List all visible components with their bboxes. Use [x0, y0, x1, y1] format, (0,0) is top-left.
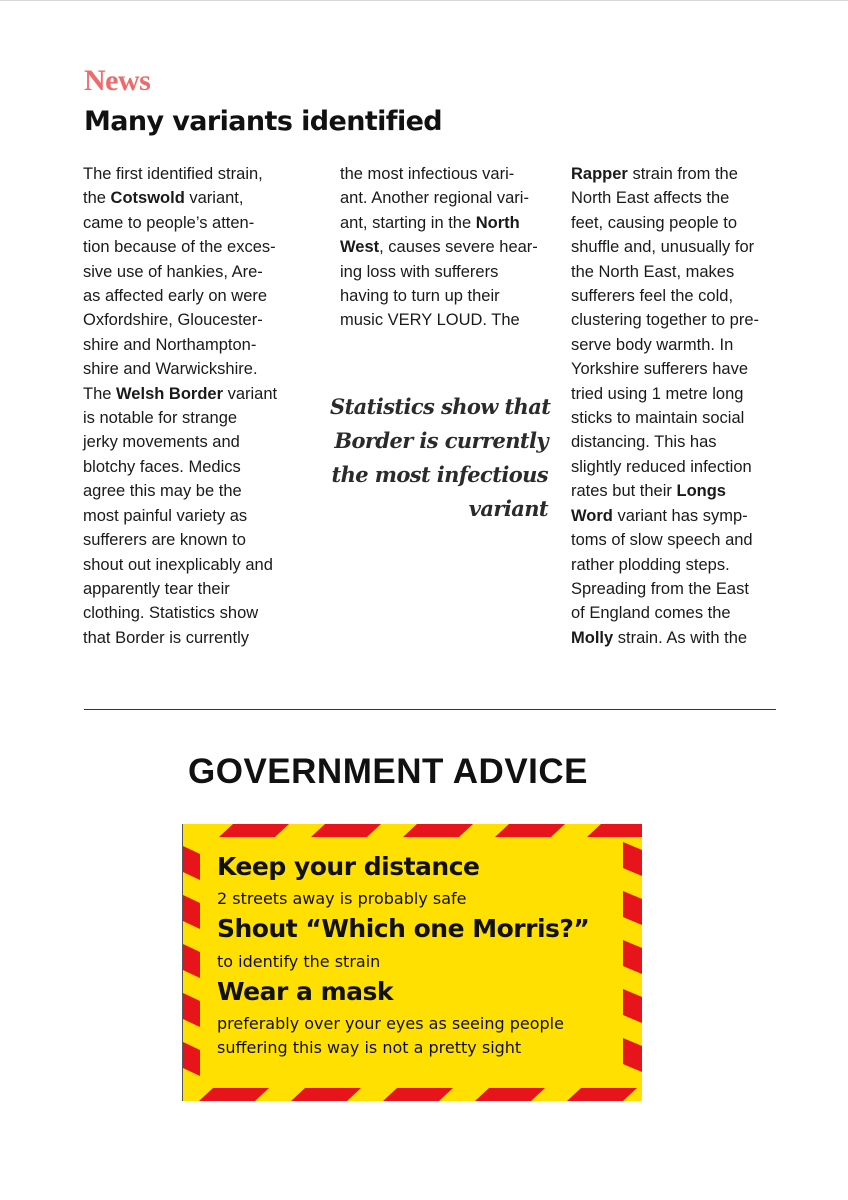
- advice-heading: Keep your distance: [217, 852, 480, 881]
- article-line: distancing. This has: [571, 433, 717, 452]
- variant-name: North: [475, 213, 520, 232]
- article-headline: Many variants identified: [84, 106, 443, 137]
- article-line: is notable for strange: [83, 409, 238, 428]
- article-line: music VERY LOUD. The: [340, 311, 520, 330]
- article-line: rather plodding steps.: [571, 555, 730, 574]
- article-line: toms of slow speech and: [571, 531, 753, 550]
- variant-name: Welsh Border: [116, 384, 223, 403]
- article-line: sticks to maintain social: [571, 409, 745, 428]
- article-line: tried using 1 metre long: [571, 384, 744, 403]
- variant-name: Word: [571, 506, 613, 525]
- advice-heading: Wear a mask: [217, 977, 394, 1006]
- article-line: ant, starting in the North: [340, 213, 520, 232]
- article-line: Molly strain. As with the: [571, 628, 748, 647]
- article-line: feet, causing people to: [571, 213, 738, 232]
- advice-detail: to identify the strain: [217, 952, 381, 971]
- hazard-stripe: [403, 824, 473, 837]
- pull-quote-line: the most infectious: [331, 462, 548, 487]
- article-line: rates but their Longs: [571, 482, 726, 501]
- article-line: sive use of hankies, Are-: [83, 262, 263, 281]
- section-kicker: News: [84, 64, 151, 97]
- variant-name: Rapper: [571, 165, 628, 183]
- article-line: most painful variety as: [83, 506, 248, 525]
- advice-title: GOVERNMENT ADVICE: [188, 752, 589, 791]
- article-column-2: [340, 162, 555, 333]
- article-line: clothing. Statistics show: [83, 604, 259, 623]
- article-line: came to people’s atten-: [83, 213, 255, 232]
- article-line: the most infectious vari-: [340, 165, 515, 183]
- hazard-stripe: [183, 993, 200, 1027]
- article-line: Rapper strain from the: [571, 165, 738, 183]
- hazard-stripe: [199, 1088, 269, 1101]
- top-border: [0, 0, 848, 1]
- hazard-stripe: [291, 1088, 361, 1101]
- hazard-stripe: [623, 891, 642, 925]
- article-line: apparently tear their: [83, 579, 230, 598]
- hazard-stripe: [219, 824, 289, 837]
- hazard-stripe: [475, 1088, 545, 1101]
- article-line: West, causes severe hear-: [340, 238, 538, 257]
- hazard-stripe: [623, 940, 642, 974]
- article-line: ant. Another regional vari-: [340, 189, 529, 208]
- article-line: slightly reduced infection: [571, 457, 752, 476]
- section-divider: [84, 709, 776, 710]
- article-line: of England comes the: [571, 604, 731, 623]
- article-line: North East affects the: [571, 189, 730, 208]
- article-column-1: [83, 162, 313, 650]
- hazard-stripe: [623, 842, 642, 876]
- article-line: Yorkshire sufferers have: [571, 360, 749, 379]
- hazard-stripe: [623, 1038, 642, 1072]
- hazard-stripe: [383, 1088, 453, 1101]
- advice-box: [182, 824, 642, 1101]
- hazard-stripe: [495, 824, 565, 837]
- article-line: Oxfordshire, Gloucester-: [83, 311, 263, 330]
- hazard-stripe: [623, 989, 642, 1023]
- article-line: The first identified strain,: [83, 165, 263, 183]
- article-line: sufferers feel the cold,: [571, 287, 734, 306]
- hazard-stripe: [311, 824, 381, 837]
- advice-detail: 2 streets away is probably safe: [217, 889, 467, 908]
- article-line: serve body warmth. In: [571, 335, 734, 354]
- pull-quote-line: variant: [468, 496, 548, 521]
- article-line: agree this may be the: [83, 482, 242, 501]
- article-line: as affected early on were: [83, 287, 268, 306]
- article-line: The Welsh Border variant: [83, 384, 278, 403]
- article-column-3: [571, 162, 796, 650]
- article-line: ing loss with sufferers: [340, 262, 499, 281]
- hazard-stripe: [183, 846, 200, 880]
- article-line: shire and Northampton-: [83, 335, 257, 354]
- pull-quote-line: Statistics show that: [330, 394, 551, 419]
- variant-name: Cotswold: [110, 189, 185, 208]
- article-line: shuffle and, unusually for: [571, 238, 755, 257]
- variant-name: Molly: [571, 628, 614, 647]
- article-line: Spreading from the East: [571, 579, 749, 598]
- article-line: clustering together to pre-: [571, 311, 760, 330]
- pull-quote: [330, 390, 551, 526]
- article-line: tion because of the exces-: [83, 238, 276, 257]
- advice-detail: suffering this way is not a pretty sight: [217, 1038, 522, 1057]
- article-line: having to turn up their: [340, 287, 500, 306]
- hazard-stripe: [183, 1042, 200, 1076]
- article-line: that Border is currently: [83, 628, 249, 647]
- article-line: Word variant has symp-: [571, 506, 748, 525]
- article-line: the Cotswold variant,: [83, 189, 244, 208]
- article-line: the North East, makes: [571, 262, 735, 281]
- article-line: blotchy faces. Medics: [83, 457, 241, 476]
- article-line: sufferers are known to: [83, 531, 246, 550]
- article-line: shout out inexplicably and: [83, 555, 273, 574]
- pull-quote-line: Border is currently: [334, 428, 548, 453]
- article-line: shire and Warwickshire.: [83, 360, 258, 379]
- hazard-stripe: [567, 1088, 637, 1101]
- hazard-stripe: [587, 824, 642, 837]
- hazard-stripe: [183, 895, 200, 929]
- hazard-stripe: [183, 944, 200, 978]
- article-line: jerky movements and: [83, 433, 240, 452]
- advice-detail: preferably over your eyes as seeing people: [217, 1014, 564, 1033]
- variant-name: Longs: [676, 482, 726, 501]
- variant-name: West: [340, 238, 380, 257]
- advice-heading: Shout “Which one Morris?”: [217, 914, 590, 943]
